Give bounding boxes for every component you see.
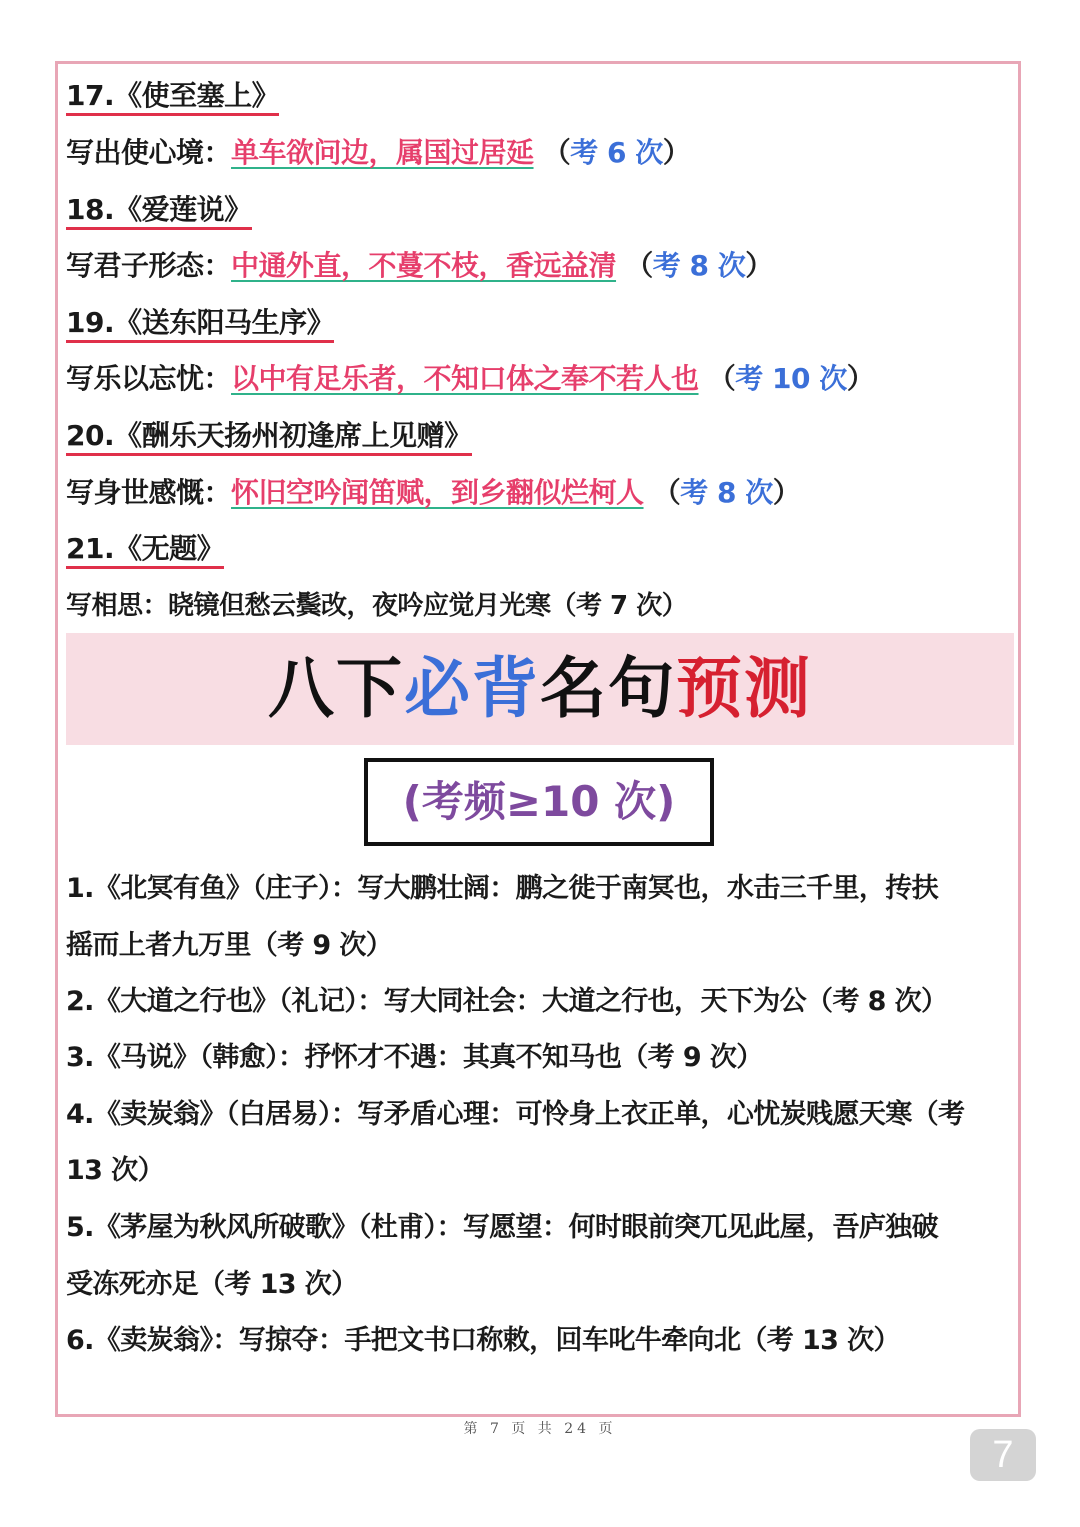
list-item: 1.《北冥有鱼》（庄子）：写大鹏壮阔：鹏之徙于南冥也，水击三千里，抟扶 xyxy=(66,873,939,904)
list-item: 4.《卖炭翁》（白居易）：写矛盾心理：可怜身上衣正单，心忧炭贱愿天寒（考 xyxy=(66,1099,965,1130)
poem-label: 写身世感慨： xyxy=(66,476,232,509)
exam-count: 考 6 次 xyxy=(570,136,663,169)
list-item: 13 次） xyxy=(66,1155,164,1186)
poem-title: 20.《酬乐天扬州初逢席上见赠》 xyxy=(66,416,472,456)
poem-label: 写出使心境： xyxy=(66,136,232,169)
list-item: 摇而上者九万里（考 9 次） xyxy=(66,930,393,961)
exam-count: 考 8 次 xyxy=(680,476,773,509)
poem-label: 写君子形态： xyxy=(66,249,232,282)
poem-quote: 中通外直，不蔓不枝，香远益清 xyxy=(231,249,617,282)
poem-line: 写身世感慨：怀旧空吟闻笛赋，到乡翻似烂柯人 （考 8 次） xyxy=(66,476,801,509)
exam-count: 考 10 次 xyxy=(735,362,847,395)
frequency-box: (考频≥10 次) xyxy=(364,758,714,846)
poem-label: 写乐以忘忧： xyxy=(66,362,232,395)
poem-line: 写相思：晓镜但愁云鬓改，夜吟应觉月光寒（考 7 次） xyxy=(66,591,688,621)
poem-quote: 怀旧空吟闻笛赋，到乡翻似烂柯人 xyxy=(231,476,644,509)
section-banner: 八下必背名句预测 xyxy=(66,633,1014,745)
poem-quote: 以中有足乐者，不知口体之奉不若人也 xyxy=(231,362,699,395)
page-number-badge: 7 xyxy=(970,1429,1036,1481)
list-item: 5.《茅屋为秋风所破歌》（杜甫）：写愿望：何时眼前突兀见此屋，吾庐独破 xyxy=(66,1212,939,1243)
list-item: 3.《马说》（韩愈）：抒怀才不遇：其真不知马也（考 9 次） xyxy=(66,1042,763,1073)
poem-quote: 单车欲问边，属国过居延 xyxy=(231,136,534,169)
poem-line: 写出使心境：单车欲问边，属国过居延 （考 6 次） xyxy=(66,136,691,169)
poem-title: 18.《爱莲说》 xyxy=(66,190,252,230)
poem-title: 21.《无题》 xyxy=(66,529,224,569)
list-item: 6.《卖炭翁》：写掠夺：手把文书口称敕，回车叱牛牵向北（考 13 次） xyxy=(66,1325,900,1356)
poem-line: 写乐以忘忧：以中有足乐者，不知口体之奉不若人也 （考 10 次） xyxy=(66,362,875,395)
list-item: 受冻死亦足（考 13 次） xyxy=(66,1269,358,1300)
exam-count: 考 8 次 xyxy=(652,249,746,282)
poem-line: 写君子形态：中通外直，不蔓不枝，香远益清 （考 8 次） xyxy=(66,249,773,282)
poem-title: 19.《送东阳马生序》 xyxy=(66,303,334,343)
list-item: 2.《大道之行也》（礼记）：写大同社会：大道之行也，天下为公（考 8 次） xyxy=(66,986,948,1017)
poem-title: 17.《使至塞上》 xyxy=(66,76,279,116)
page-footer: 第 7 页 共 24 页 xyxy=(463,1421,617,1437)
